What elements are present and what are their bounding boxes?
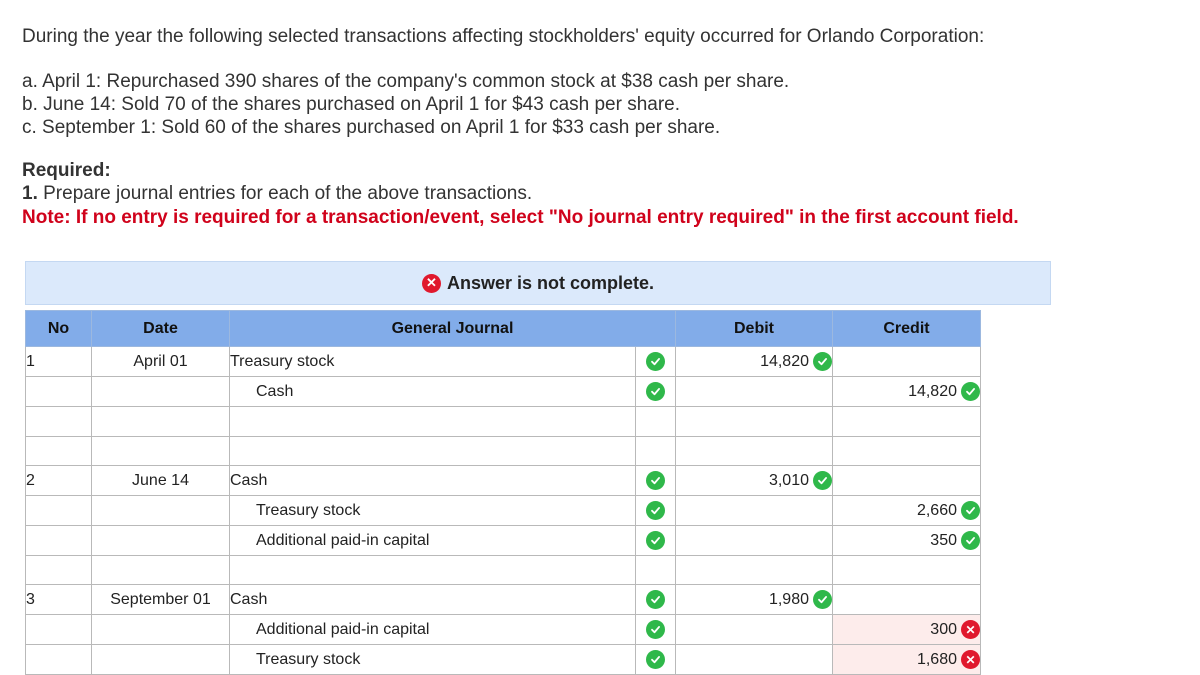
check-circle-icon	[646, 650, 665, 669]
required-heading: Required:	[22, 160, 111, 181]
table-row	[26, 526, 981, 556]
account-field[interactable]: Cash	[230, 585, 636, 615]
check-circle-icon	[813, 590, 832, 609]
credit-amount: 300	[930, 620, 957, 638]
entry-number: 3	[26, 585, 92, 615]
table-row	[26, 466, 981, 496]
x-circle-icon: ✕	[961, 650, 980, 669]
table-row	[26, 377, 981, 407]
credit-amount: 1,680	[916, 650, 957, 668]
account-field[interactable]: Treasury stock	[230, 347, 636, 377]
credit-field[interactable]	[833, 585, 981, 615]
table-row	[26, 585, 981, 615]
debit-field[interactable]	[676, 496, 833, 526]
journal-body	[26, 347, 981, 675]
entry-date[interactable]: September 01	[92, 585, 230, 615]
credit-amount: 2,660	[916, 501, 957, 519]
table-row	[26, 407, 981, 437]
journal-header-row	[26, 311, 981, 347]
credit-field[interactable]	[833, 645, 981, 675]
debit-field[interactable]	[676, 347, 833, 377]
header-no: No	[26, 311, 92, 347]
entry-number: 2	[26, 466, 92, 496]
header-credit: Credit	[833, 311, 981, 347]
entry-spacer-row	[26, 437, 981, 466]
required-number: 1.	[22, 183, 38, 204]
header-debit: Debit	[676, 311, 833, 347]
transaction-a: a. April 1: Repurchased 390 shares of the company's common stock at $38 cash per share.	[22, 71, 790, 92]
debit-field[interactable]	[676, 526, 833, 556]
check-circle-icon	[646, 531, 665, 550]
debit-field[interactable]	[676, 407, 833, 437]
credit-amount: 350	[930, 531, 957, 549]
debit-field[interactable]	[676, 615, 833, 645]
check-circle-icon	[813, 352, 832, 371]
table-row	[26, 645, 981, 675]
check-circle-icon	[961, 501, 980, 520]
table-row	[26, 615, 981, 645]
account-field[interactable]: Cash	[230, 466, 636, 496]
debit-field[interactable]	[676, 645, 833, 675]
debit-field[interactable]	[676, 466, 833, 496]
check-circle-icon	[961, 382, 980, 401]
header-general-journal: General Journal	[230, 311, 676, 347]
intro-text: During the year the following selected transactions affecting stockholders' equity occurred for Orlando Corporation:	[22, 26, 985, 47]
debit-amount: 3,010	[768, 471, 809, 489]
credit-field[interactable]	[833, 347, 981, 377]
instruction-note: Note: If no entry is required for a transaction/event, select "No journal entry required" in the first account field.	[22, 207, 1019, 228]
account-field[interactable]: Cash	[230, 377, 636, 407]
header-date: Date	[92, 311, 230, 347]
check-circle-icon	[646, 382, 665, 401]
required-text: Prepare journal entries for each of the above transactions.	[37, 183, 533, 204]
answer-status-banner	[25, 261, 1051, 305]
table-row	[26, 347, 981, 377]
account-field[interactable]: Additional paid-in capital	[230, 526, 636, 556]
check-circle-icon	[646, 620, 665, 639]
check-circle-icon	[646, 471, 665, 490]
account-field[interactable]: Treasury stock	[230, 645, 636, 675]
required-item-1	[22, 183, 532, 205]
debit-field[interactable]	[676, 377, 833, 407]
credit-field[interactable]	[833, 407, 981, 437]
entry-date[interactable]: June 14	[92, 466, 230, 496]
x-circle-icon: ✕	[422, 274, 441, 293]
check-circle-icon	[813, 471, 832, 490]
transaction-b: b. June 14: Sold 70 of the shares purchased on April 1 for $43 cash per share.	[22, 94, 681, 115]
account-field[interactable]: Treasury stock	[230, 496, 636, 526]
entry-number: 1	[26, 347, 92, 377]
credit-field[interactable]	[833, 466, 981, 496]
credit-field[interactable]	[833, 526, 981, 556]
credit-amount: 14,820	[908, 382, 957, 400]
transaction-list	[22, 70, 789, 139]
account-field[interactable]	[230, 407, 636, 437]
transaction-c: c. September 1: Sold 60 of the shares purchased on April 1 for $33 cash per share.	[22, 117, 721, 138]
debit-amount: 14,820	[760, 352, 809, 370]
check-circle-icon	[961, 531, 980, 550]
credit-field[interactable]	[833, 377, 981, 407]
x-circle-icon: ✕	[961, 620, 980, 639]
credit-field[interactable]	[833, 496, 981, 526]
debit-field[interactable]	[676, 585, 833, 615]
check-circle-icon	[646, 501, 665, 520]
credit-field[interactable]	[833, 615, 981, 645]
check-circle-icon	[646, 590, 665, 609]
table-row	[26, 496, 981, 526]
entry-spacer-row	[26, 556, 981, 585]
entry-date[interactable]: April 01	[92, 347, 230, 377]
check-circle-icon	[646, 352, 665, 371]
account-field[interactable]: Additional paid-in capital	[230, 615, 636, 645]
journal-table	[25, 310, 981, 675]
debit-amount: 1,980	[768, 590, 809, 608]
answer-status-text: Answer is not complete.	[446, 272, 655, 293]
